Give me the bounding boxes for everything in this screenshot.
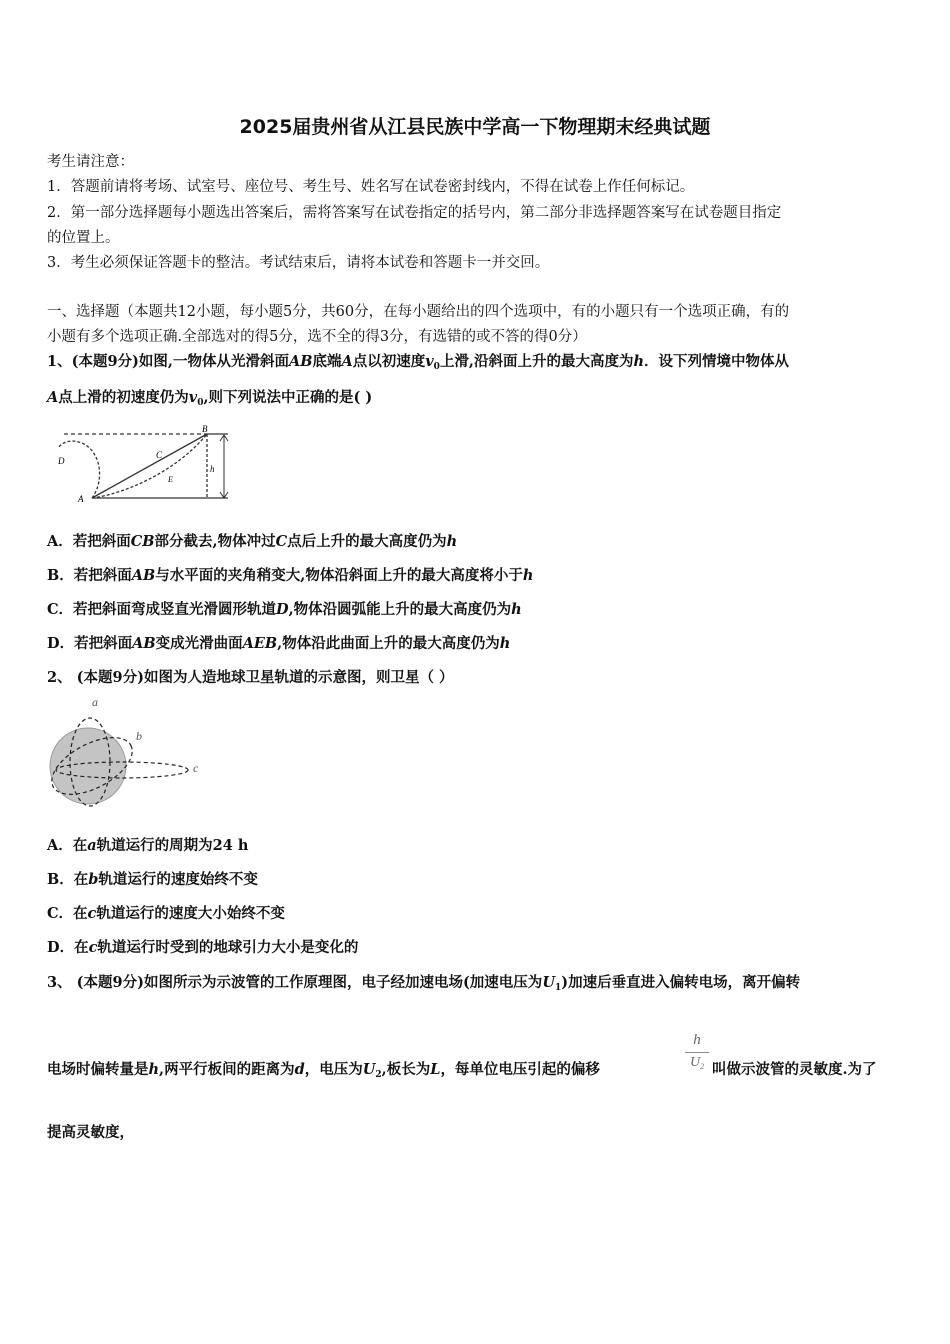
incline-figure [44, 422, 232, 506]
satellite-orbit-figure [42, 692, 212, 810]
question-3-stem-tail: 叫做示波管的灵敏度.为了 [712, 1061, 877, 1078]
label-A: A [78, 494, 84, 504]
label-C: C [156, 450, 163, 460]
orbit-label-a: a [92, 695, 98, 709]
notice-heading: 考生请注意： [47, 154, 134, 170]
page-title: 2025届贵州省从江县民族中学高一下物理期末经典试题 [239, 116, 711, 138]
question-2-stem: 2、 (本题9分)如图为人造地球卫星轨道的示意图，则卫星（ ） [47, 669, 454, 686]
fraction-numerator: h [693, 1032, 701, 1048]
label-D: D [58, 456, 65, 466]
orbit-label-b: b [136, 729, 142, 743]
notice-item: 3．考生必须保证答题卡的整洁。考试结束后，请将本试卷和答题卡一并交回。 [47, 255, 550, 271]
q2-option-d: D．在c轨道运行时受到的地球引力大小是变化的 [47, 939, 359, 956]
notice-item: 2．第一部分选择题每小题选出答案后，需将答案写在试卷指定的括号内，第二部分非选择题答案写在试卷题目指定 [47, 205, 782, 221]
section-heading-cont: 小题有多个选项正确.全部选对的得5分，选不全的得3分，有选错的或不答的得0分） [47, 329, 587, 345]
q2-option-c: C．在c轨道运行的速度大小始终不变 [47, 905, 285, 922]
q2-option-a: A．在a轨道运行的周期为24 h [47, 837, 249, 854]
question-1-stem-cont: A点上滑的初速度仍为$v_0$,则下列说法中正确的是( ) [47, 389, 373, 408]
sensitivity-fraction [684, 1032, 710, 1071]
q1-option-d: D．若把斜面AB变成光滑曲面AEB,物体沿此曲面上升的最大高度仍为h [47, 635, 511, 652]
label-B: B [202, 424, 208, 434]
section-heading: 一、选择题（本题共12小题，每小题5分，共60分，在每小题给出的四个选项中，有的小题只有一个选项正确，有的 [47, 304, 790, 320]
fraction-denominator: $U_2$ [689, 1055, 705, 1071]
question-3-stem-cont: 电场时偏转量是h,两平行板间的距离为d，电压为$U_2$,板长为L，每单位电压引起的偏移 [47, 1061, 600, 1080]
notice-item: 1．答题前请将考场、试室号、座位号、考生号、姓名写在试卷密封线内，不得在试卷上作任何标记。 [47, 179, 695, 195]
q2-option-b: B．在b轨道运行的速度始终不变 [47, 871, 258, 888]
orbit-label-c: c [193, 761, 199, 775]
q1-option-a: A．若把斜面CB部分截去,物体冲过C点后上升的最大高度仍为h [47, 533, 458, 550]
question-3-stem: 3、 (本题9分)如图所示为示波管的工作原理图，电子经加速电场(加速电压为$U_1$)加速后垂直进入偏转电场，离开偏转 [47, 974, 801, 993]
q1-option-c: C．若把斜面弯成竖直光滑圆形轨道D,物体沿圆弧能上升的最大高度仍为h [47, 601, 522, 618]
q1-option-b: B．若把斜面AB与水平面的夹角稍变大,物体沿斜面上升的最大高度将小于h [47, 567, 534, 584]
label-E: E [168, 475, 173, 484]
notice-item: 的位置上。 [47, 230, 120, 246]
question-3-stem-end: 提高灵敏度， [47, 1124, 134, 1141]
question-1-stem: 1、(本题9分)如图,一物体从光滑斜面AB底端A点以初速度$v_0$上滑,沿斜面上升的最大高度为h．设下列情境中物体从 [47, 353, 790, 372]
label-h: h [210, 464, 215, 474]
